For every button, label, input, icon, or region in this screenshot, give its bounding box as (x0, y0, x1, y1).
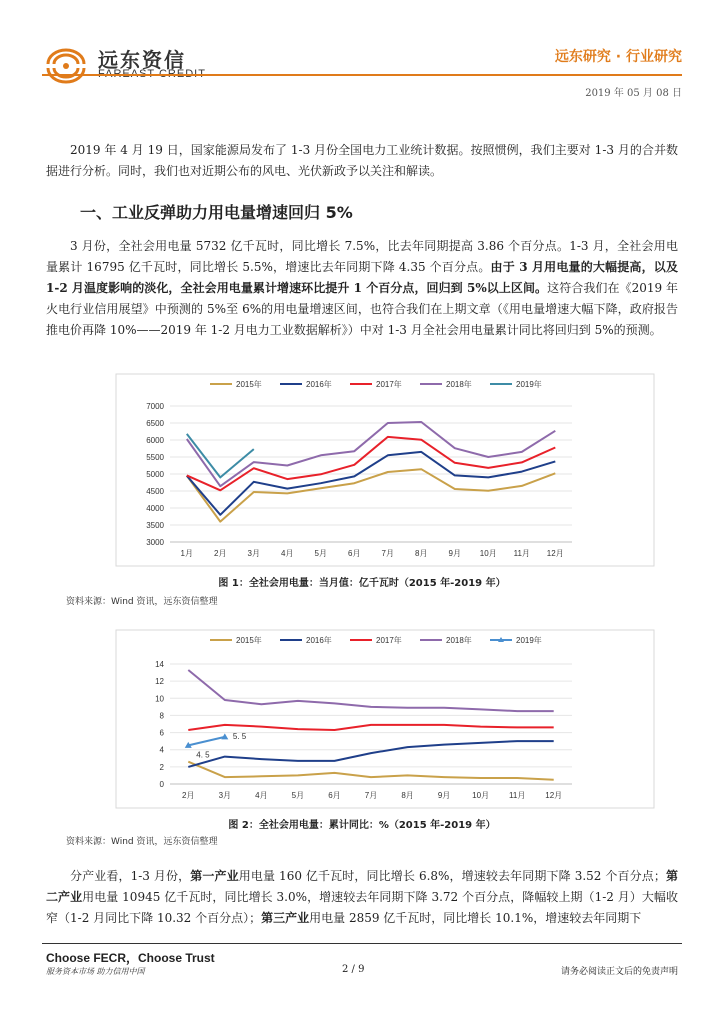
x-tick-label: 10月 (472, 791, 490, 800)
figure2-caption: 图 2：全社会用电量：累计同比：%（2015 年-2019 年） (228, 820, 496, 831)
x-tick-label: 3月 (247, 549, 260, 558)
industry-paragraph (46, 866, 678, 929)
x-tick-label: 6月 (328, 791, 341, 800)
x-tick-label: 2月 (182, 791, 195, 800)
header-divider (42, 74, 682, 76)
y-tick-label: 12 (155, 677, 164, 687)
chart-frame (116, 630, 654, 808)
paragraph-text: 用电量 160 亿千瓦时，同比增长 6.8%，增速较去年同期下降 3.52 个百分点； (238, 869, 666, 883)
figure1-source: 资料来源：Wind 资讯，远东资信整理 (66, 597, 218, 607)
y-tick-label: 6000 (146, 436, 164, 445)
data-label: 4. 5 (196, 750, 210, 760)
x-tick-label: 1月 (180, 549, 193, 558)
figure2-source: 资料来源：Wind 资讯，远东资信整理 (66, 837, 218, 847)
legend-label: 2016年 (306, 380, 332, 389)
y-tick-label: 0 (159, 780, 164, 789)
y-tick-label: 3000 (146, 538, 164, 547)
y-tick-label: 6500 (146, 419, 164, 428)
series-line (188, 762, 553, 780)
x-tick-label: 11月 (513, 549, 530, 558)
x-tick-label: 3月 (218, 791, 232, 800)
footer-subslogan: 服务资本市场 助力信用中国 (46, 967, 145, 976)
y-tick-label: 2 (159, 762, 164, 772)
legend-label: 2018年 (446, 636, 472, 645)
paragraph-bold-text: 第一产业 (190, 869, 239, 883)
paragraph-bold-text: 第三产业 (261, 911, 310, 925)
x-tick-label: 5月 (314, 549, 327, 558)
x-tick-label: 4月 (281, 549, 294, 558)
analysis-paragraph (46, 236, 678, 341)
y-tick-label: 4500 (146, 487, 164, 496)
paragraph-text: 用电量 2859 亿千瓦时，同比增长 10.1%，增速较去年同期下 (309, 911, 642, 925)
y-tick-label: 4 (159, 745, 164, 755)
legend-label: 2015年 (236, 380, 262, 389)
x-tick-label: 4月 (255, 791, 268, 800)
footer-disclaimer: 请务必阅读正文后的免责声明 (560, 967, 678, 977)
legend-label: 2016年 (306, 636, 332, 645)
legend-label: 2019年 (516, 380, 542, 389)
chart-cumulative-growth (46, 628, 678, 810)
y-tick-label: 14 (155, 660, 164, 669)
paragraph-bold-text: 第二产业 (46, 869, 678, 904)
x-tick-label: 11月 (509, 791, 526, 800)
x-tick-label: 12月 (545, 791, 563, 800)
paragraph-bold-text: 由于 3 月用电量的大幅提高，以及 1-2 月温度影响的淡化，全社会用电量累计增速环比提升 1 个百分点，回归到 5%以上区间。 (46, 260, 678, 295)
series-line (188, 741, 553, 767)
legend-label: 2018年 (446, 380, 472, 389)
paragraph-text: 用电量 10945 亿千瓦时，同比增长 3.0%，增速较去年同期下降 3.72 个百分点，降幅较上期（1-2 月）大幅收窄（1-2 月同比下降 10.32 个百分点）； (46, 890, 678, 925)
series-line (188, 725, 553, 730)
series-line (187, 437, 556, 490)
series-line (187, 452, 556, 515)
paragraph-text: 3 月份，全社会用电量 5732 亿千瓦时，同比增长 7.5%，比去年同期提高 3.86 个百分点。1-3 月，全社会用电量累计 16795 亿千瓦时，同比增长 5.5%，增速比去年同期下降 4.35 个百分点。 (46, 239, 678, 274)
legend-label: 2017年 (376, 380, 402, 389)
x-tick-label: 6月 (348, 549, 361, 558)
legend-label: 2015年 (236, 636, 262, 645)
header-section-title: 远东研究 · 行业研究 (554, 49, 682, 65)
x-tick-label: 8月 (401, 791, 414, 800)
y-tick-label: 4000 (146, 504, 164, 513)
logo-text: 远东资信 (98, 48, 186, 72)
y-tick-label: 5000 (146, 470, 164, 479)
data-label: 5. 5 (232, 731, 247, 741)
data-point (221, 733, 228, 739)
x-tick-label: 9月 (448, 549, 461, 558)
page-number: 2 / 9 (342, 964, 365, 975)
intro-paragraph: 2019 年 4 月 19 日，国家能源局发布了 1-3 月份全国电力工业统计数据。按照惯例，我们主要对 1-3 月的合并数据进行分析。同时，我们也对近期公布的风电、光伏新政予以关注和解读。 (46, 143, 678, 178)
x-tick-label: 8月 (415, 549, 428, 558)
y-tick-label: 10 (155, 694, 164, 704)
figure1-caption: 图 1：全社会用电量：当月值：亿千瓦时（2015 年-2019 年） (218, 578, 506, 589)
x-tick-label: 7月 (364, 791, 378, 800)
chart-monthly-consumption (46, 372, 678, 568)
series-line (188, 670, 553, 711)
y-tick-label: 6 (159, 728, 164, 738)
legend-label: 2017年 (376, 636, 402, 645)
x-tick-label: 2月 (214, 549, 227, 558)
legend-label: 2019年 (516, 636, 542, 645)
footer-divider (42, 943, 682, 944)
paragraph-text: 分产业看，1-3 月份， (70, 869, 191, 883)
x-tick-label: 5月 (291, 791, 305, 800)
paragraph-text: 这符合我们在《2019 年火电行业信用展望》中预测的 5%至 6%的用电量增速区间，也符合我们在上期文章（《用电量增速大幅下降，政府报告推电价再降 10%——2019 年 1-2 月电力工业数据解析》）中对 1-3 月全社会用电量累计同比将回归到 5%的预测。 (46, 281, 678, 337)
y-tick-label: 7000 (146, 402, 164, 411)
chart-frame (116, 374, 654, 566)
x-tick-label: 10月 (479, 549, 497, 558)
series-line (188, 737, 225, 746)
section-heading: 一、工业反弹助力用电量增速回归 5% (80, 203, 353, 222)
y-tick-label: 3500 (146, 521, 164, 530)
y-tick-label: 8 (159, 711, 164, 721)
footer-slogan: Choose FECR，Choose Trust (46, 951, 215, 965)
x-tick-label: 7月 (381, 549, 394, 558)
report-date: 2019 年 05 月 08 日 (585, 88, 682, 99)
x-tick-label: 12月 (546, 549, 564, 558)
logo-subtext: FAREAST CREDIT (98, 68, 206, 80)
y-tick-label: 5500 (146, 453, 164, 462)
x-tick-label: 9月 (437, 791, 451, 800)
